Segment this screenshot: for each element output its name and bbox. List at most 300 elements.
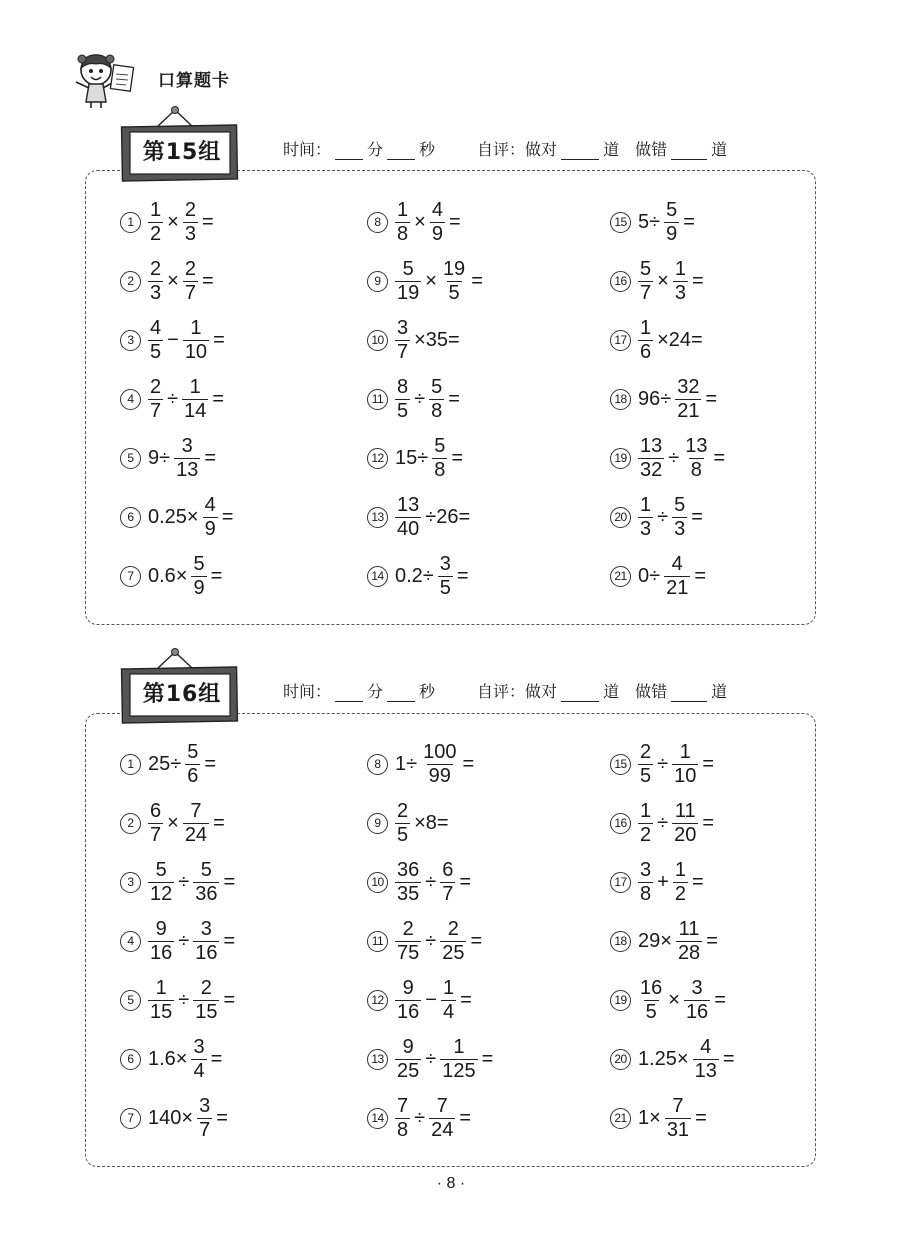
fraction	[676, 918, 702, 965]
problem-item	[610, 431, 727, 485]
denominator: 5	[439, 576, 451, 599]
problem-item	[610, 796, 716, 850]
page-header	[70, 46, 230, 110]
problem-item	[610, 1091, 709, 1145]
info-line	[283, 137, 727, 160]
operator-text: =	[471, 269, 483, 292]
fraction	[174, 435, 200, 482]
mascot-girl-icon	[70, 46, 136, 110]
fraction	[191, 1036, 206, 1083]
numerator: 2	[640, 740, 652, 763]
operator-text: =	[451, 446, 464, 469]
denominator: 8	[434, 458, 446, 481]
problem-number: 21	[610, 1108, 631, 1129]
operator-text: ÷	[414, 1106, 426, 1129]
problem-number: 1	[120, 754, 141, 775]
fraction	[395, 800, 410, 847]
denominator: 14	[184, 399, 207, 422]
fraction	[395, 918, 421, 965]
operator-text: ÷	[178, 929, 190, 952]
fraction	[193, 918, 219, 965]
problem-item	[120, 431, 218, 485]
problem-item	[367, 855, 473, 909]
wrong-count-blank	[671, 688, 707, 702]
correct-count-blank	[561, 146, 599, 160]
denominator: 75	[397, 941, 420, 964]
operator-text: =	[204, 752, 217, 775]
operator-text: ÷	[167, 387, 179, 410]
numerator: 7	[190, 799, 202, 822]
group-plaque	[118, 646, 243, 720]
denominator: 10	[184, 340, 208, 363]
numerator: 2	[184, 198, 196, 221]
problem-number: 8	[367, 754, 388, 775]
operator-text: =	[702, 752, 715, 775]
denominator: 6	[640, 340, 652, 363]
problem-item	[367, 254, 485, 308]
group-label: 第16组	[142, 682, 222, 707]
problem-item	[120, 973, 237, 1027]
minutes-blank	[335, 688, 363, 702]
numerator: 6	[442, 858, 454, 881]
denominator: 9	[431, 222, 443, 245]
problem-number: 14	[367, 1108, 388, 1129]
problem-item	[367, 1091, 473, 1145]
operator-text: ×35=	[414, 328, 460, 351]
fraction	[395, 494, 421, 541]
problem-item	[120, 254, 216, 308]
fraction	[638, 800, 653, 847]
operator-text: ×	[657, 269, 669, 292]
operator-text: ÷	[425, 929, 437, 952]
problem-item	[120, 855, 237, 909]
fraction	[185, 741, 200, 788]
denominator: 15	[195, 1000, 218, 1023]
denominator: 19	[397, 281, 420, 304]
fraction	[203, 494, 218, 541]
operator-text: =	[683, 210, 695, 233]
numerator: 1	[189, 375, 201, 398]
eval-correct-label: 自评：做对	[477, 140, 558, 159]
problem-item	[120, 914, 237, 968]
problem-item	[120, 372, 226, 426]
problem-number: 11	[367, 931, 388, 952]
operator-text: =	[456, 564, 469, 587]
numerator: 5	[434, 434, 446, 457]
problem-item	[610, 973, 728, 1027]
fraction	[675, 376, 701, 423]
problem-item	[120, 737, 218, 791]
fraction	[672, 800, 698, 847]
time-label: 时间：	[283, 682, 332, 701]
numerator: 3	[640, 858, 652, 881]
numerator: 2	[200, 976, 212, 999]
fraction	[395, 859, 421, 906]
operator-text: ÷	[657, 811, 669, 834]
fraction	[693, 1036, 719, 1083]
numerator: 2	[397, 799, 409, 822]
numerator: 1	[640, 799, 652, 822]
page-number: · 8 ·	[436, 1175, 466, 1192]
numerator: 3	[193, 1035, 205, 1058]
problem-number: 20	[610, 507, 631, 528]
seconds-label: 秒	[419, 140, 436, 159]
denominator: 7	[397, 340, 409, 363]
problem-number: 11	[367, 389, 388, 410]
problem-item	[610, 372, 719, 426]
operator-text: =	[459, 1106, 472, 1129]
wrong-count-blank	[671, 146, 707, 160]
numerator: 13	[685, 434, 708, 457]
numerator: 5	[431, 375, 443, 398]
problem-number: 16	[610, 813, 631, 834]
operator-text: =	[448, 387, 460, 410]
operator-text: ÷	[414, 387, 426, 410]
operator-text: 1÷	[395, 752, 418, 775]
denominator: 2	[674, 882, 686, 905]
operator-text: =	[201, 269, 214, 292]
problem-number: 4	[120, 931, 141, 952]
fraction	[395, 199, 410, 246]
numerator: 1	[640, 493, 652, 516]
denominator: 7	[199, 1118, 211, 1141]
denominator: 8	[640, 882, 652, 905]
problem-number: 7	[120, 566, 141, 587]
fraction	[430, 199, 445, 246]
operator-text: 0.2÷	[395, 564, 434, 587]
denominator: 16	[150, 941, 173, 964]
numerator: 1	[150, 198, 162, 221]
denominator: 5	[448, 281, 460, 304]
operator-text: =	[713, 446, 726, 469]
seconds-blank	[387, 146, 415, 160]
operator-text: =	[213, 328, 225, 351]
operator-text: ÷	[425, 1047, 437, 1070]
denominator: 7	[150, 823, 162, 846]
fraction	[429, 1095, 455, 1142]
dao-label: 道	[603, 140, 620, 159]
problem-number: 9	[367, 271, 388, 292]
fraction	[683, 435, 709, 482]
problem-number: 12	[367, 990, 388, 1011]
fraction	[182, 376, 208, 423]
problem-number: 3	[120, 330, 141, 351]
operator-text: =	[212, 387, 225, 410]
fraction	[395, 376, 410, 423]
numerator: 100	[423, 740, 457, 763]
denominator: 9	[193, 576, 205, 599]
operator-text: ÷26=	[425, 505, 471, 528]
numerator: 4	[431, 198, 443, 221]
operator-text: =	[691, 269, 704, 292]
numerator: 11	[674, 799, 696, 822]
numerator: 13	[640, 434, 663, 457]
info-line	[283, 679, 727, 702]
operator-text: ÷	[657, 505, 669, 528]
operator-text: =	[694, 564, 707, 587]
denominator: 13	[176, 458, 199, 481]
problem-item	[367, 313, 462, 367]
denominator: 6	[187, 764, 199, 787]
denominator: 12	[150, 882, 173, 905]
numerator: 2	[150, 257, 162, 280]
operator-text: =	[221, 505, 234, 528]
numerator: 1	[674, 257, 686, 280]
numerator: 5	[640, 257, 652, 280]
problem-number: 9	[367, 813, 388, 834]
numerator: 16	[640, 976, 663, 999]
fraction	[148, 859, 174, 906]
operator-text: =	[714, 988, 726, 1011]
numerator: 2	[150, 375, 162, 398]
numerator: 5	[666, 198, 678, 221]
operator-text: =	[223, 870, 236, 893]
fraction	[193, 859, 219, 906]
denominator: 35	[397, 882, 420, 905]
denominator: 21	[677, 399, 700, 422]
numerator: 1	[640, 316, 652, 339]
numerator: 7	[397, 1094, 409, 1117]
fraction	[638, 258, 653, 305]
problem-item	[120, 313, 227, 367]
denominator: 99	[428, 764, 451, 787]
problem-item	[120, 796, 227, 850]
denominator: 36	[195, 882, 218, 905]
denominator: 21	[666, 576, 689, 599]
denominator: 8	[690, 458, 702, 481]
fraction	[441, 258, 467, 305]
operator-text: ×	[167, 210, 179, 233]
problem-item	[367, 372, 462, 426]
fraction	[440, 859, 455, 906]
problem-item	[610, 195, 697, 249]
operator-text: =	[210, 564, 223, 587]
denominator: 2	[640, 823, 652, 846]
numerator: 1	[155, 976, 167, 999]
problem-number: 5	[120, 990, 141, 1011]
numerator: 1	[679, 740, 691, 763]
group-plaque	[118, 104, 243, 178]
operator-text: 0÷	[638, 564, 661, 587]
fraction	[395, 1036, 421, 1083]
fraction	[183, 317, 209, 364]
operator-text: ÷	[668, 446, 680, 469]
problem-number: 7	[120, 1108, 141, 1129]
problem-item	[610, 549, 708, 603]
fraction	[193, 977, 219, 1024]
problem-item	[610, 1032, 737, 1086]
numerator: 2	[184, 257, 196, 280]
fraction	[638, 435, 664, 482]
fraction	[673, 258, 688, 305]
operator-text: =	[460, 988, 472, 1011]
numerator: 1	[442, 976, 455, 999]
problem-item	[367, 431, 465, 485]
operator-text: ×	[167, 811, 179, 834]
denominator: 9	[666, 222, 678, 245]
fraction	[395, 1095, 410, 1142]
denominator: 4	[193, 1059, 205, 1082]
operator-text: =	[210, 1047, 223, 1070]
denominator: 16	[397, 1000, 420, 1023]
fraction	[429, 376, 444, 423]
fraction	[148, 258, 163, 305]
denominator: 3	[674, 281, 686, 304]
operator-text: ×	[414, 210, 426, 233]
problem-number: 19	[610, 448, 631, 469]
numerator: 7	[436, 1094, 448, 1117]
numerator: 2	[447, 917, 459, 940]
numerator: 3	[200, 917, 212, 940]
numerator: 1	[674, 858, 686, 881]
dao-label: 道	[711, 140, 728, 159]
operator-text: =	[705, 387, 718, 410]
fraction	[421, 741, 458, 788]
denominator: 7	[442, 882, 454, 905]
operator-text: =	[695, 1106, 707, 1129]
header-title: 口算题卡	[158, 70, 230, 91]
operator-text: 5÷	[638, 210, 661, 233]
numerator: 5	[187, 740, 199, 763]
denominator: 15	[150, 1000, 173, 1023]
fraction	[441, 977, 456, 1024]
problem-number: 6	[120, 1049, 141, 1070]
operator-text: ÷	[178, 988, 190, 1011]
denominator: 8	[397, 1118, 409, 1141]
operator-text: =	[722, 1047, 735, 1070]
denominator: 7	[640, 281, 652, 304]
operator-text: =	[691, 870, 704, 893]
numerator: 1	[190, 316, 202, 339]
denominator: 16	[685, 1000, 709, 1023]
fraction	[183, 800, 209, 847]
numerator: 9	[155, 917, 167, 940]
fraction	[395, 977, 421, 1024]
operator-text: =	[702, 811, 715, 834]
problem-number: 1	[120, 212, 141, 233]
operator-text: 25÷	[148, 752, 182, 775]
numerator: 3	[199, 1094, 211, 1117]
eval-wrong-label: 做错	[635, 682, 668, 701]
seconds-label: 秒	[419, 682, 436, 701]
fraction	[638, 859, 653, 906]
fraction	[684, 977, 710, 1024]
minutes-label: 分	[367, 140, 384, 159]
problem-number: 5	[120, 448, 141, 469]
problem-item	[610, 855, 706, 909]
numerator: 13	[397, 493, 420, 516]
denominator: 3	[150, 281, 162, 304]
fraction	[440, 1036, 477, 1083]
problem-number: 20	[610, 1049, 631, 1070]
numerator: 19	[442, 257, 466, 280]
denominator: 16	[195, 941, 218, 964]
fraction	[440, 918, 466, 965]
operator-text: +	[657, 870, 669, 893]
operator-text: 1×	[638, 1106, 661, 1129]
problem-item	[120, 490, 235, 544]
problem-number: 15	[610, 754, 631, 775]
operator-text: −	[167, 328, 179, 351]
operator-text: 15÷	[395, 446, 429, 469]
minutes-label: 分	[367, 682, 384, 701]
fraction	[183, 199, 198, 246]
denominator: 31	[666, 1118, 690, 1141]
problem-item	[367, 195, 463, 249]
operator-text: =	[470, 929, 483, 952]
fraction	[148, 317, 163, 364]
eval-wrong-label: 做错	[635, 140, 668, 159]
numerator: 5	[674, 493, 686, 516]
operator-text: =	[448, 210, 461, 233]
problem-number: 17	[610, 872, 631, 893]
denominator: 32	[640, 458, 663, 481]
numerator: 3	[181, 434, 193, 457]
operator-text: =	[481, 1047, 494, 1070]
denominator: 25	[442, 941, 465, 964]
problem-item	[120, 549, 224, 603]
problem-number: 21	[610, 566, 631, 587]
operator-text: =	[204, 446, 217, 469]
operator-text: 1.6×	[148, 1047, 188, 1070]
fraction	[638, 494, 653, 541]
operator-text: =	[706, 929, 718, 952]
problem-item	[610, 254, 706, 308]
numerator: 11	[678, 917, 700, 940]
numerator: 4	[700, 1035, 712, 1058]
fraction	[148, 918, 174, 965]
denominator: 28	[677, 941, 701, 964]
numerator: 9	[402, 1035, 414, 1058]
fraction	[672, 741, 698, 788]
fraction	[197, 1095, 212, 1142]
fraction	[148, 376, 163, 423]
denominator: 24	[184, 823, 208, 846]
fraction	[191, 553, 206, 600]
eval-correct-label: 自评：做对	[477, 682, 558, 701]
numerator: 1	[397, 198, 409, 221]
denominator: 4	[442, 1000, 455, 1023]
denominator: 13	[694, 1059, 717, 1082]
operator-text: ÷	[178, 870, 190, 893]
problem-number: 13	[367, 507, 388, 528]
denominator: 24	[431, 1118, 454, 1141]
fraction	[672, 494, 687, 541]
problem-number: 18	[610, 389, 631, 410]
problem-item	[367, 1032, 495, 1086]
numerator: 36	[397, 858, 420, 881]
problem-item	[610, 737, 716, 791]
problem-item	[610, 490, 705, 544]
denominator: 5	[645, 1000, 657, 1023]
fraction	[148, 800, 163, 847]
operator-text: ×8=	[414, 811, 449, 834]
operator-text: 0.25×	[148, 505, 199, 528]
fraction	[432, 435, 447, 482]
problem-item	[367, 914, 484, 968]
operator-text: 96÷	[638, 387, 672, 410]
denominator: 3	[674, 517, 686, 540]
denominator: 10	[674, 764, 697, 787]
denominator: 5	[397, 823, 409, 846]
minutes-blank	[335, 146, 363, 160]
operator-text: ÷	[425, 870, 437, 893]
fraction	[673, 859, 688, 906]
group-label: 第15组	[142, 140, 222, 165]
problem-number: 2	[120, 813, 141, 834]
fraction	[395, 258, 421, 305]
problem-number: 2	[120, 271, 141, 292]
